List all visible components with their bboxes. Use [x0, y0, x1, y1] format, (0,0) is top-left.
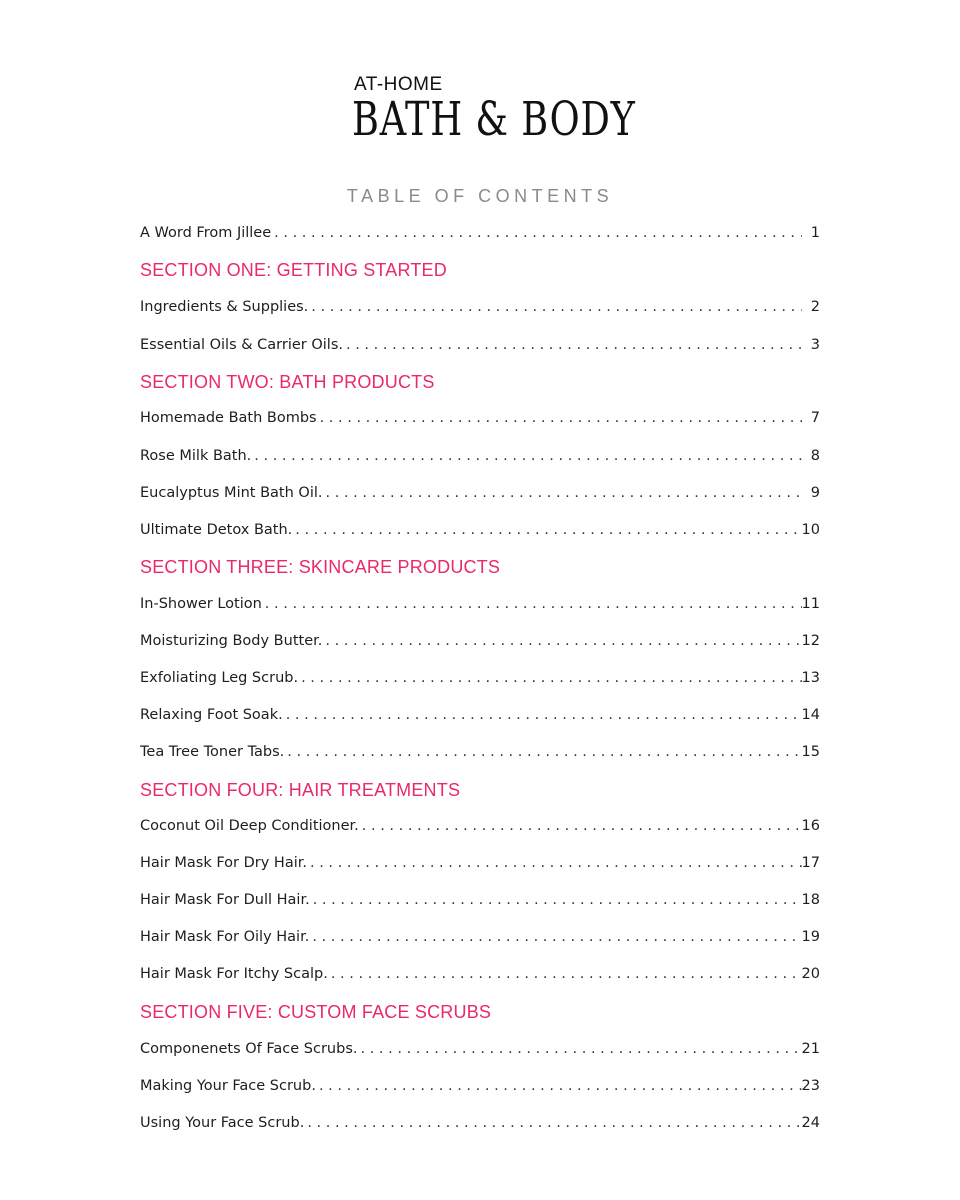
toc-entry-title: Exfoliating Leg Scrub.	[140, 670, 299, 686]
section-heading: SECTION THREE: SKINCARE PRODUCTS	[140, 557, 501, 577]
toc-entry-page: 14	[801, 707, 820, 723]
dot-leader	[310, 892, 802, 908]
dot-leader	[283, 707, 802, 723]
toc-entry-title: Componenets Of Face Scrubs.	[140, 1041, 358, 1057]
toc-entry[interactable]	[140, 744, 820, 768]
section-heading: SECTION FOUR: HAIR TREATMENTS	[140, 780, 461, 800]
toc-entry-title: Rose Milk Bath.	[140, 448, 252, 464]
toc-entry[interactable]	[140, 1115, 820, 1139]
toc-entry-title: Tea Tree Toner Tabs.	[140, 744, 285, 760]
toc-entry[interactable]	[140, 670, 820, 694]
dot-leader	[298, 670, 801, 686]
toc-entry-page: 16	[801, 818, 820, 834]
toc-entry-title: Eucalyptus Mint Bath Oil.	[140, 485, 323, 501]
toc-entry[interactable]	[140, 448, 820, 472]
section-heading: SECTION FIVE: CUSTOM FACE SCRUBS	[140, 1002, 492, 1022]
toc-entry[interactable]	[140, 966, 820, 990]
toc-entry[interactable]	[140, 818, 820, 842]
dot-leader	[322, 485, 802, 501]
toc-entry[interactable]	[140, 410, 820, 434]
dot-leader	[317, 410, 802, 426]
toc-entry[interactable]	[140, 892, 820, 916]
dot-leader	[322, 633, 801, 649]
toc-entry-page: 21	[801, 1041, 820, 1057]
toc-entry-page: 1	[810, 225, 820, 241]
toc-entry-page: 13	[801, 670, 820, 686]
toc-entry[interactable]	[140, 633, 820, 657]
logo-subtitle: AT-HOME	[354, 74, 443, 95]
toc-entry[interactable]	[140, 485, 820, 509]
toc-entry-page: 17	[801, 855, 820, 871]
toc-entry-title: Coconut Oil Deep Conditioner.	[140, 818, 359, 834]
toc-entry[interactable]	[140, 337, 820, 361]
toc-heading: TABLE OF CONTENTS	[346, 186, 614, 206]
toc-entry-page: 7	[810, 410, 820, 426]
toc-entry-title: Ultimate Detox Bath.	[140, 522, 293, 538]
dot-leader	[359, 818, 802, 834]
toc-entry-title: Hair Mask For Dull Hair.	[140, 892, 310, 908]
section-heading: SECTION ONE: GETTING STARTED	[140, 260, 447, 280]
dot-leader	[292, 522, 801, 538]
toc-entry-title: Homemade Bath Bombs	[140, 410, 317, 426]
dot-leader	[309, 929, 801, 945]
toc-entry-page: 8	[810, 448, 820, 464]
toc-entry-page: 11	[801, 596, 820, 612]
toc-entry-page: 19	[801, 929, 820, 945]
dot-leader	[262, 596, 802, 612]
toc-entry-page: 15	[801, 744, 820, 760]
dot-leader	[251, 448, 802, 464]
toc-entry[interactable]	[140, 596, 820, 620]
toc-entry-page: 24	[801, 1115, 820, 1131]
toc-entry-title: Relaxing Foot Soak.	[140, 707, 283, 723]
dot-leader	[328, 966, 802, 982]
toc-entry[interactable]	[140, 707, 820, 731]
book-logo	[352, 74, 636, 154]
toc-entry[interactable]	[140, 225, 820, 249]
toc-entry-title: Hair Mask For Oily Hair.	[140, 929, 310, 945]
dot-leader	[271, 225, 802, 241]
dot-leader	[304, 1115, 801, 1131]
toc-entry-title: Moisturizing Body Butter.	[140, 633, 323, 649]
toc-entry[interactable]	[140, 1041, 820, 1065]
toc-entry[interactable]	[140, 855, 820, 879]
toc-entry-title: A Word From Jillee	[140, 225, 272, 241]
toc-entry-page: 3	[810, 337, 820, 353]
toc-entry-title: Using Your Face Scrub.	[140, 1115, 305, 1131]
toc-entry-page: 18	[801, 892, 820, 908]
toc-entry-title: In-Shower Lotion	[140, 596, 262, 612]
toc-entry-title: Hair Mask For Itchy Scalp.	[140, 966, 328, 982]
toc-entry[interactable]	[140, 522, 820, 546]
toc-entry-page: 12	[801, 633, 820, 649]
toc-entry-page: 10	[801, 522, 820, 538]
dot-leader	[316, 1078, 802, 1094]
toc-entry-title: Hair Mask For Dry Hair.	[140, 855, 307, 871]
logo-title: BATH & BODY	[352, 92, 636, 147]
toc-entry[interactable]	[140, 299, 820, 323]
dot-leader	[308, 299, 802, 315]
toc-entry-title: Essential Oils & Carrier Oils.	[140, 337, 343, 353]
toc-entry[interactable]	[140, 1078, 820, 1102]
dot-leader	[343, 337, 802, 353]
toc-entry-title: Making Your Face Scrub.	[140, 1078, 316, 1094]
toc-entry-page: 20	[801, 966, 820, 982]
dot-leader	[358, 1041, 802, 1057]
toc-entry-page: 2	[810, 299, 820, 315]
toc-entry[interactable]	[140, 929, 820, 953]
toc-entry-page: 23	[801, 1078, 820, 1094]
dot-leader	[284, 744, 801, 760]
section-heading: SECTION TWO: BATH PRODUCTS	[140, 372, 435, 392]
dot-leader	[307, 855, 802, 871]
toc-entry-page: 9	[810, 485, 820, 501]
toc-entry-title: Ingredients & Supplies.	[140, 299, 309, 315]
